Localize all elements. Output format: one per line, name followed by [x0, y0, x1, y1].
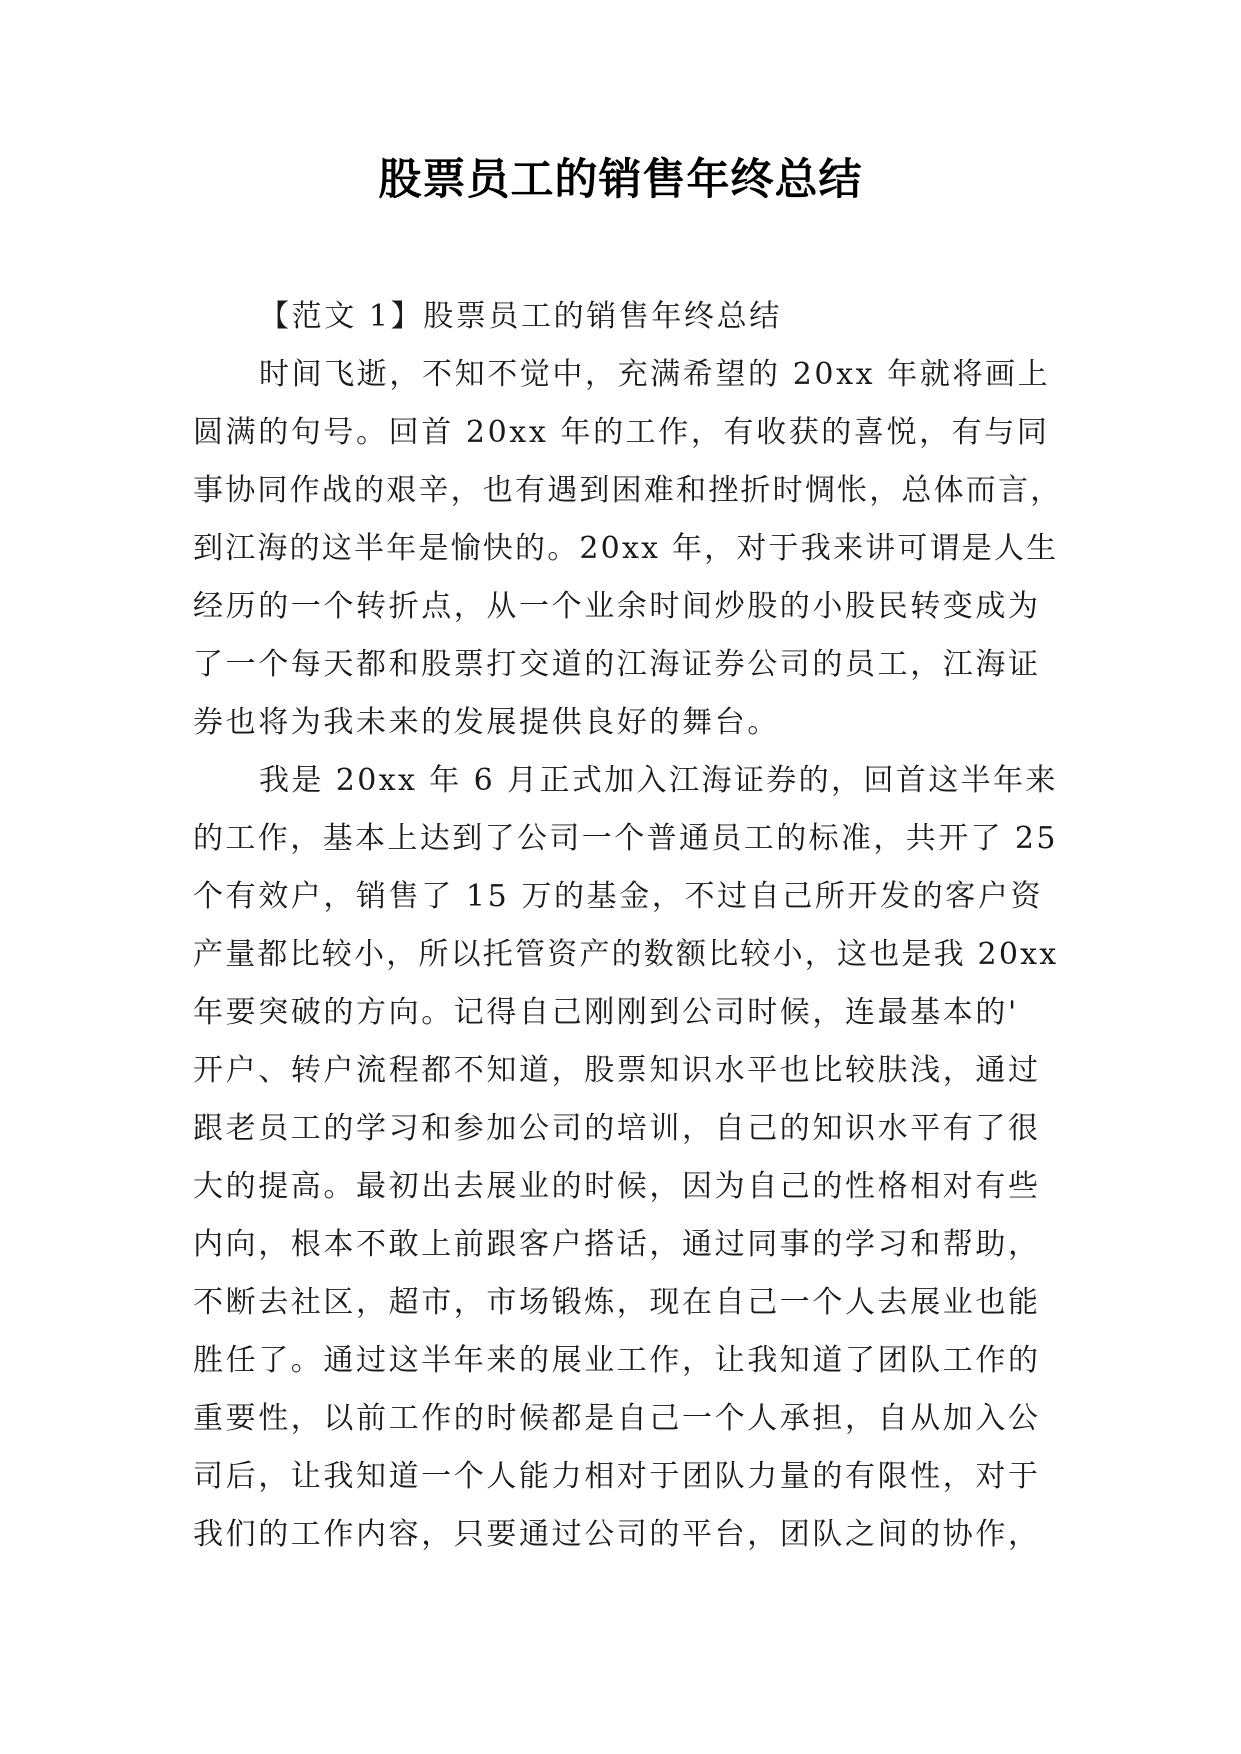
paragraph-line: 经历的一个转折点，从一个业余时间炒股的小股民转变成为: [193, 589, 1041, 624]
paragraph-2: [193, 752, 1063, 1564]
paragraph-line: 我是 20xx 年 6 月正式加入江海证券的，回首这半年来: [259, 763, 1058, 798]
paragraph-line: 个有效户，销售了 15 万的基金，不过自己所开发的客户资: [193, 879, 1044, 914]
paragraph-line: 重要性，以前工作的时候都是自己一个人承担，自从加入公: [193, 1401, 1041, 1436]
paragraph-line: 产量都比较小，所以托管资产的数额比较小，这也是我 20xx: [193, 937, 1059, 972]
paragraph-line: 时间飞逝，不知不觉中，充满希望的 20xx 年就将画上: [259, 357, 1051, 392]
paragraph-line: 司后，让我知道一个人能力相对于团队力量的有限性，对于: [193, 1459, 1041, 1494]
document-body: [193, 288, 1063, 1564]
section-heading: 【范文 1】股票员工的销售年终总结: [259, 299, 782, 334]
paragraph-line: 圆满的句号。回首 20xx 年的工作，有收获的喜悦，有与同: [193, 415, 1050, 450]
paragraph-line: 跟老员工的学习和参加公司的培训，自己的知识水平有了很: [193, 1111, 1041, 1146]
paragraph-line: 到江海的这半年是愉快的。20xx 年，对于我来讲可谓是人生: [193, 531, 1059, 566]
paragraph-line: 事协同作战的艰辛，也有遇到困难和挫折时惆怅，总体而言，: [193, 473, 1063, 508]
paragraph-line: 年要突破的方向。记得自己刚刚到公司时候，连最基本的': [193, 995, 1019, 1030]
paragraph-line: 我们的工作内容，只要通过公司的平台，团队之间的协作，: [193, 1517, 1041, 1552]
paragraph-line: 大的提高。最初出去展业的时候，因为自己的性格相对有些: [193, 1169, 1041, 1204]
paragraph-line: 不断去社区，超市，市场锻炼，现在自己一个人去展业也能: [193, 1285, 1041, 1320]
paragraph-line: 开户、转户流程都不知道，股票知识水平也比较肤浅，通过: [193, 1053, 1041, 1088]
paragraph-line: 内向，根本不敢上前跟客户搭话，通过同事的学习和帮助，: [193, 1227, 1041, 1262]
paragraph-line: 了一个每天都和股票打交道的江海证券公司的员工，江海证: [193, 647, 1041, 682]
paragraph-line: 券也将为我未来的发展提供良好的舞台。: [193, 705, 780, 740]
paragraph-line: 的工作，基本上达到了公司一个普通员工的标准，共开了 25: [193, 821, 1058, 856]
document-title: 股票员工的销售年终总结: [378, 155, 863, 205]
paragraph-1: [193, 346, 1063, 752]
paragraph-line: 胜任了。通过这半年来的展业工作，让我知道了团队工作的: [193, 1343, 1041, 1378]
